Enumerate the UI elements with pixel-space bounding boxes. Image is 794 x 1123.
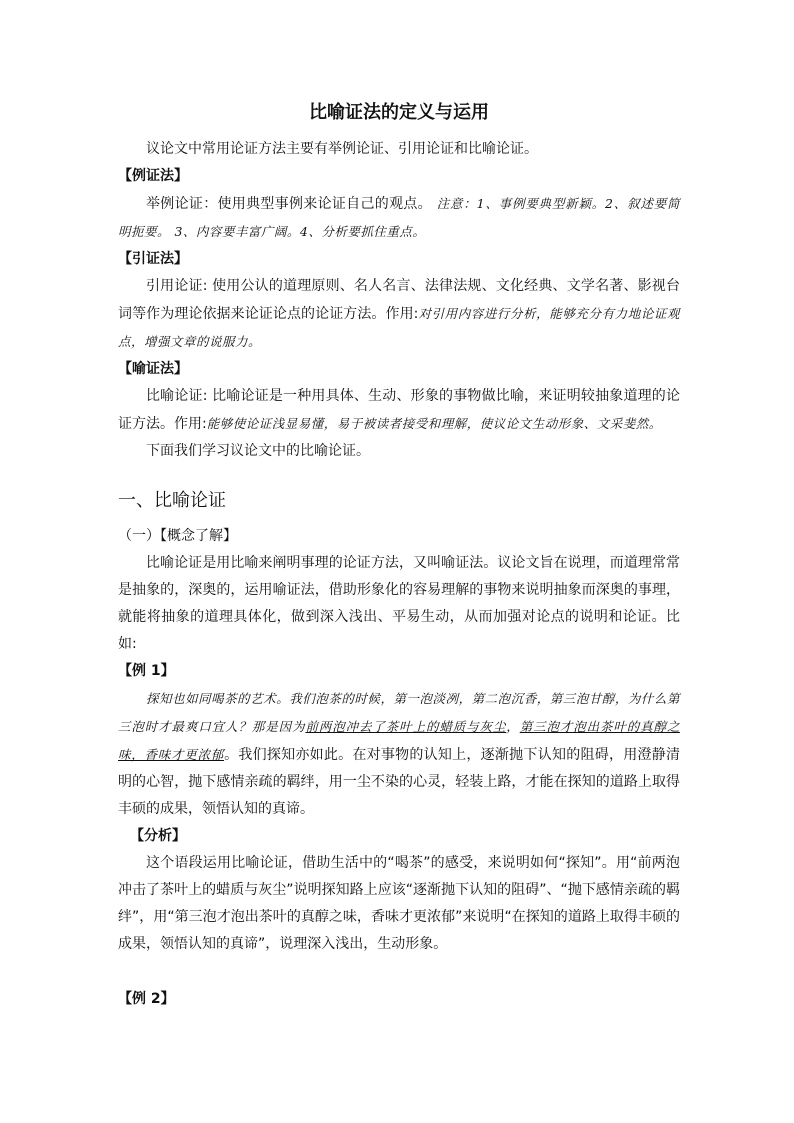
example1-body: 。我们探知亦如此。在对事物的认知上，逐渐抛下认知的阻碍，用澄静清明的心智，抛下感情亲疏的羁绊，用一尘不染的心灵，轻装上路，才能在探知的道路上取得丰硕的成果，领悟认知的真谛。 (118, 747, 680, 817)
example1-script-a: 探知也如同喝茶的艺术。我们泡茶的时候，第一泡淡冽，第二泡沉香，第三泡甘醇，为什么第三泡时才最爽口宜人？那是因为 (118, 691, 680, 734)
section-heading-metaphor: 【喻证法】 (118, 361, 188, 377)
spacer (118, 958, 680, 986)
page-title: 比喻证法的定义与运用 (309, 102, 489, 123)
example-method-paragraph (118, 190, 680, 246)
example1-script-underlined-2: 第三泡才泡出茶叶的真醇之味，香味才更浓郁 (118, 719, 680, 762)
analysis-paragraph: 这个语段运用比喻论证，借助生活中的“喝茶”的感受，来说明如何“探知”。用“前两泡冲击了茶叶上的蜡质与灰尘”说明探知路上应该“逐渐抛下认知的阻碍”、“抛下感情亲疏的羁绊”，用“第三泡才泡出茶叶的真醇之味，香味才更浓郁”来说明“在探知的道路上取得丰硕的成果，领悟认知的真谛”，说理深入浅出，生动形象。 (118, 855, 680, 952)
example1-script-b: ， (506, 719, 520, 734)
section-heading-quote: 【引证法】 (118, 251, 188, 267)
concept-heading: （一）【概念了解】 (118, 528, 237, 544)
metaphor-closing: 下面我们学习议论文中的比喻论证。 (146, 443, 370, 459)
concept-paragraph: 比喻论证是用比喻来阐明事理的论证方法，又叫喻证法。议论文旨在说理，而道理常常是抽象的，深奥的，运用喻证法，借助形象化的容易理解的事物来说明抽象而深奥的事理，就能将抽象的道理具体化，做到深入浅出、平易生动，从而加强对论点的说明和论证。比如: (118, 555, 680, 652)
quote-method-paragraph (118, 273, 680, 356)
example-method-note: 注意：1、事例要典型新颖。2、叙述要简明扼要。 3、内容要丰富广阔。4、分析要抓住重点。 (118, 196, 680, 239)
quote-method-effect: 对引用内容进行分析，能够充分有力地论证观点，增强文章的说服力。 (118, 306, 680, 349)
quote-method-lead: 引用论证: 使用公认的道理原则、名人名言、法律法规、文化经典、文学名著、影视台词等作为理论依据来论证论点的论证方法。作用: (118, 278, 680, 322)
metaphor-method-effect: 能够使论证浅显易懂，易于被读者接受和理解，使议论文生动形象、文采斐然。 (206, 416, 662, 431)
metaphor-method-paragraph (118, 383, 680, 438)
analysis-heading: 【分析】 (130, 828, 186, 844)
example1-script-underlined-1: 前两泡冲去了茶叶上的蜡质与灰尘 (305, 719, 507, 734)
part1-heading: 一、比喻论证 (118, 490, 226, 511)
section-heading-example: 【例证法】 (118, 168, 188, 184)
example1-heading: 【例 1】 (118, 663, 175, 679)
example-method-lead: 举例论证：使用典型事例来论证自己的观点。 (146, 196, 432, 212)
example1-paragraph (118, 685, 680, 823)
example2-heading: 【例 2】 (118, 991, 175, 1007)
intro-paragraph: 议论文中常用论证方法主要有举例论证、引用论证和比喻论证。 (146, 141, 538, 157)
metaphor-method-lead: 比喻论证: 比喻论证是一种用具体、生动、形象的事物做比喻，来证明较抽象道理的论证方法。作用: (118, 388, 680, 432)
document-body (118, 98, 680, 1013)
